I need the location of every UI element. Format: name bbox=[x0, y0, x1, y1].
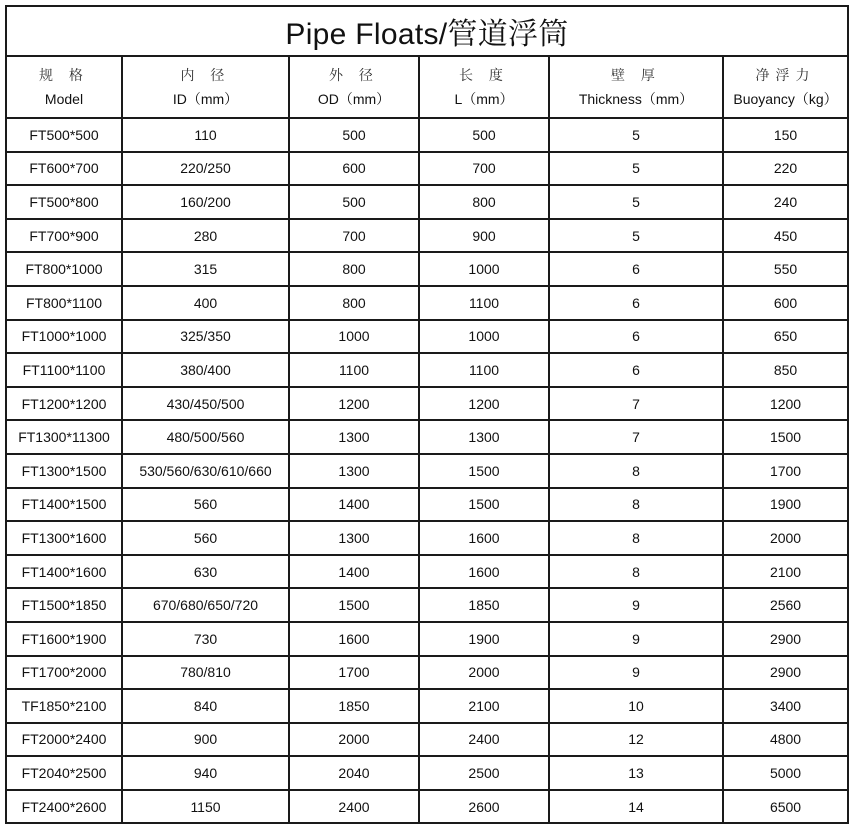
column-header-length bbox=[419, 56, 549, 118]
cell-thickness: 9 bbox=[549, 656, 723, 690]
cell-inner-diameter: 325/350 bbox=[122, 320, 289, 354]
cell-outer-diameter: 1600 bbox=[289, 622, 419, 656]
cell-outer-diameter: 2400 bbox=[289, 790, 419, 824]
cell-length: 500 bbox=[419, 118, 549, 152]
cell-model: FT1300*11300 bbox=[6, 420, 122, 454]
cell-buoyancy: 6500 bbox=[723, 790, 848, 824]
cell-outer-diameter: 1300 bbox=[289, 454, 419, 488]
cell-model: FT600*700 bbox=[6, 152, 122, 186]
cell-length: 1000 bbox=[419, 252, 549, 286]
cell-inner-diameter: 160/200 bbox=[122, 185, 289, 219]
column-header-en: Model bbox=[44, 91, 84, 107]
cell-thickness: 8 bbox=[549, 521, 723, 555]
cell-thickness: 6 bbox=[549, 252, 723, 286]
spec-sheet bbox=[5, 5, 847, 824]
cell-thickness: 5 bbox=[549, 152, 723, 186]
table-row bbox=[6, 286, 848, 320]
cell-outer-diameter: 1300 bbox=[289, 420, 419, 454]
cell-buoyancy: 220 bbox=[723, 152, 848, 186]
cell-outer-diameter: 700 bbox=[289, 219, 419, 253]
cell-buoyancy: 2560 bbox=[723, 588, 848, 622]
cell-buoyancy: 850 bbox=[723, 353, 848, 387]
cell-outer-diameter: 1400 bbox=[289, 555, 419, 589]
cell-model: FT1100*1100 bbox=[6, 353, 122, 387]
cell-model: FT700*900 bbox=[6, 219, 122, 253]
table-row bbox=[6, 420, 848, 454]
cell-outer-diameter: 1200 bbox=[289, 387, 419, 421]
column-header-zh: 规 格 bbox=[39, 67, 89, 83]
cell-outer-diameter: 1400 bbox=[289, 488, 419, 522]
table-row bbox=[6, 185, 848, 219]
cell-thickness: 8 bbox=[549, 555, 723, 589]
table-row bbox=[6, 219, 848, 253]
cell-thickness: 8 bbox=[549, 454, 723, 488]
cell-outer-diameter: 1300 bbox=[289, 521, 419, 555]
table-row bbox=[6, 790, 848, 824]
table-row bbox=[6, 353, 848, 387]
cell-buoyancy: 1900 bbox=[723, 488, 848, 522]
table-row bbox=[6, 588, 848, 622]
column-header-thickness bbox=[549, 56, 723, 118]
cell-length: 1500 bbox=[419, 488, 549, 522]
cell-thickness: 6 bbox=[549, 320, 723, 354]
cell-length: 2000 bbox=[419, 656, 549, 690]
cell-outer-diameter: 500 bbox=[289, 118, 419, 152]
cell-buoyancy: 600 bbox=[723, 286, 848, 320]
cell-buoyancy: 650 bbox=[723, 320, 848, 354]
table-title: Pipe Floats/管道浮筒 bbox=[6, 6, 848, 56]
cell-inner-diameter: 560 bbox=[122, 521, 289, 555]
cell-buoyancy: 2900 bbox=[723, 656, 848, 690]
cell-length: 1600 bbox=[419, 521, 549, 555]
cell-inner-diameter: 315 bbox=[122, 252, 289, 286]
column-header-outer-diameter bbox=[289, 56, 419, 118]
cell-outer-diameter: 800 bbox=[289, 286, 419, 320]
table-row bbox=[6, 689, 848, 723]
cell-model: TF1850*2100 bbox=[6, 689, 122, 723]
cell-length: 1000 bbox=[419, 320, 549, 354]
cell-outer-diameter: 500 bbox=[289, 185, 419, 219]
cell-model: FT1000*1000 bbox=[6, 320, 122, 354]
cell-model: FT500*800 bbox=[6, 185, 122, 219]
cell-length: 1300 bbox=[419, 420, 549, 454]
cell-buoyancy: 1500 bbox=[723, 420, 848, 454]
cell-thickness: 8 bbox=[549, 488, 723, 522]
cell-outer-diameter: 1700 bbox=[289, 656, 419, 690]
cell-length: 2600 bbox=[419, 790, 549, 824]
cell-length: 1200 bbox=[419, 387, 549, 421]
cell-inner-diameter: 670/680/650/720 bbox=[122, 588, 289, 622]
table-row bbox=[6, 454, 848, 488]
cell-length: 1850 bbox=[419, 588, 549, 622]
cell-buoyancy: 4800 bbox=[723, 723, 848, 757]
column-header-buoyancy bbox=[723, 56, 848, 118]
column-header-zh: 壁 厚 bbox=[611, 67, 661, 83]
cell-model: FT2040*2500 bbox=[6, 756, 122, 790]
table-row bbox=[6, 622, 848, 656]
cell-thickness: 5 bbox=[549, 118, 723, 152]
cell-model: FT500*500 bbox=[6, 118, 122, 152]
cell-inner-diameter: 560 bbox=[122, 488, 289, 522]
table-body bbox=[6, 118, 848, 823]
cell-thickness: 7 bbox=[549, 387, 723, 421]
cell-inner-diameter: 480/500/560 bbox=[122, 420, 289, 454]
cell-length: 900 bbox=[419, 219, 549, 253]
cell-model: FT1400*1500 bbox=[6, 488, 122, 522]
cell-thickness: 5 bbox=[549, 185, 723, 219]
cell-inner-diameter: 110 bbox=[122, 118, 289, 152]
cell-thickness: 7 bbox=[549, 420, 723, 454]
column-header-en: Thickness（mm） bbox=[578, 91, 694, 107]
pipe-floats-table bbox=[5, 5, 849, 824]
cell-outer-diameter: 1500 bbox=[289, 588, 419, 622]
column-header-en: Buoyancy（kg） bbox=[733, 91, 838, 107]
table-row bbox=[6, 152, 848, 186]
cell-inner-diameter: 780/810 bbox=[122, 656, 289, 690]
cell-thickness: 14 bbox=[549, 790, 723, 824]
cell-outer-diameter: 1000 bbox=[289, 320, 419, 354]
cell-thickness: 6 bbox=[549, 286, 723, 320]
cell-model: FT800*1000 bbox=[6, 252, 122, 286]
cell-outer-diameter: 600 bbox=[289, 152, 419, 186]
table-row bbox=[6, 521, 848, 555]
table-row bbox=[6, 320, 848, 354]
column-header-en: L（mm） bbox=[454, 91, 514, 107]
header-row bbox=[6, 56, 848, 118]
cell-buoyancy: 1700 bbox=[723, 454, 848, 488]
cell-buoyancy: 240 bbox=[723, 185, 848, 219]
cell-length: 1500 bbox=[419, 454, 549, 488]
cell-model: FT1600*1900 bbox=[6, 622, 122, 656]
cell-outer-diameter: 1100 bbox=[289, 353, 419, 387]
cell-inner-diameter: 840 bbox=[122, 689, 289, 723]
cell-thickness: 12 bbox=[549, 723, 723, 757]
cell-model: FT1300*1500 bbox=[6, 454, 122, 488]
cell-inner-diameter: 380/400 bbox=[122, 353, 289, 387]
table-row bbox=[6, 118, 848, 152]
cell-length: 1600 bbox=[419, 555, 549, 589]
cell-inner-diameter: 730 bbox=[122, 622, 289, 656]
cell-length: 2400 bbox=[419, 723, 549, 757]
cell-thickness: 9 bbox=[549, 588, 723, 622]
cell-model: FT2000*2400 bbox=[6, 723, 122, 757]
column-header-en: OD（mm） bbox=[317, 91, 391, 107]
cell-thickness: 13 bbox=[549, 756, 723, 790]
cell-inner-diameter: 430/450/500 bbox=[122, 387, 289, 421]
cell-length: 2100 bbox=[419, 689, 549, 723]
cell-model: FT800*1100 bbox=[6, 286, 122, 320]
table-row bbox=[6, 656, 848, 690]
cell-inner-diameter: 530/560/630/610/660 bbox=[122, 454, 289, 488]
cell-length: 800 bbox=[419, 185, 549, 219]
column-header-model bbox=[6, 56, 122, 118]
cell-inner-diameter: 400 bbox=[122, 286, 289, 320]
cell-thickness: 6 bbox=[549, 353, 723, 387]
cell-buoyancy: 2100 bbox=[723, 555, 848, 589]
cell-inner-diameter: 280 bbox=[122, 219, 289, 253]
cell-model: FT1200*1200 bbox=[6, 387, 122, 421]
cell-inner-diameter: 1150 bbox=[122, 790, 289, 824]
cell-buoyancy: 1200 bbox=[723, 387, 848, 421]
column-header-inner-diameter bbox=[122, 56, 289, 118]
cell-buoyancy: 2000 bbox=[723, 521, 848, 555]
cell-outer-diameter: 2040 bbox=[289, 756, 419, 790]
cell-buoyancy: 2900 bbox=[723, 622, 848, 656]
cell-buoyancy: 150 bbox=[723, 118, 848, 152]
cell-outer-diameter: 2000 bbox=[289, 723, 419, 757]
cell-length: 700 bbox=[419, 152, 549, 186]
cell-length: 2500 bbox=[419, 756, 549, 790]
cell-outer-diameter: 1850 bbox=[289, 689, 419, 723]
cell-length: 1100 bbox=[419, 353, 549, 387]
table-row bbox=[6, 756, 848, 790]
cell-model: FT1300*1600 bbox=[6, 521, 122, 555]
table-row bbox=[6, 555, 848, 589]
cell-model: FT1700*2000 bbox=[6, 656, 122, 690]
table-row bbox=[6, 723, 848, 757]
column-header-en: ID（mm） bbox=[172, 91, 239, 107]
cell-inner-diameter: 630 bbox=[122, 555, 289, 589]
cell-length: 1100 bbox=[419, 286, 549, 320]
cell-buoyancy: 550 bbox=[723, 252, 848, 286]
cell-thickness: 5 bbox=[549, 219, 723, 253]
table-row bbox=[6, 252, 848, 286]
column-header-zh: 净浮力 bbox=[755, 67, 816, 83]
cell-model: FT1500*1850 bbox=[6, 588, 122, 622]
cell-buoyancy: 450 bbox=[723, 219, 848, 253]
cell-inner-diameter: 900 bbox=[122, 723, 289, 757]
cell-buoyancy: 5000 bbox=[723, 756, 848, 790]
cell-inner-diameter: 940 bbox=[122, 756, 289, 790]
cell-length: 1900 bbox=[419, 622, 549, 656]
cell-model: FT1400*1600 bbox=[6, 555, 122, 589]
cell-thickness: 10 bbox=[549, 689, 723, 723]
table-row bbox=[6, 488, 848, 522]
cell-thickness: 9 bbox=[549, 622, 723, 656]
column-header-zh: 外 径 bbox=[329, 67, 379, 83]
cell-inner-diameter: 220/250 bbox=[122, 152, 289, 186]
cell-outer-diameter: 800 bbox=[289, 252, 419, 286]
column-header-zh: 内 径 bbox=[180, 67, 231, 83]
cell-buoyancy: 3400 bbox=[723, 689, 848, 723]
cell-model: FT2400*2600 bbox=[6, 790, 122, 824]
table-row bbox=[6, 387, 848, 421]
column-header-zh: 长 度 bbox=[459, 67, 509, 83]
